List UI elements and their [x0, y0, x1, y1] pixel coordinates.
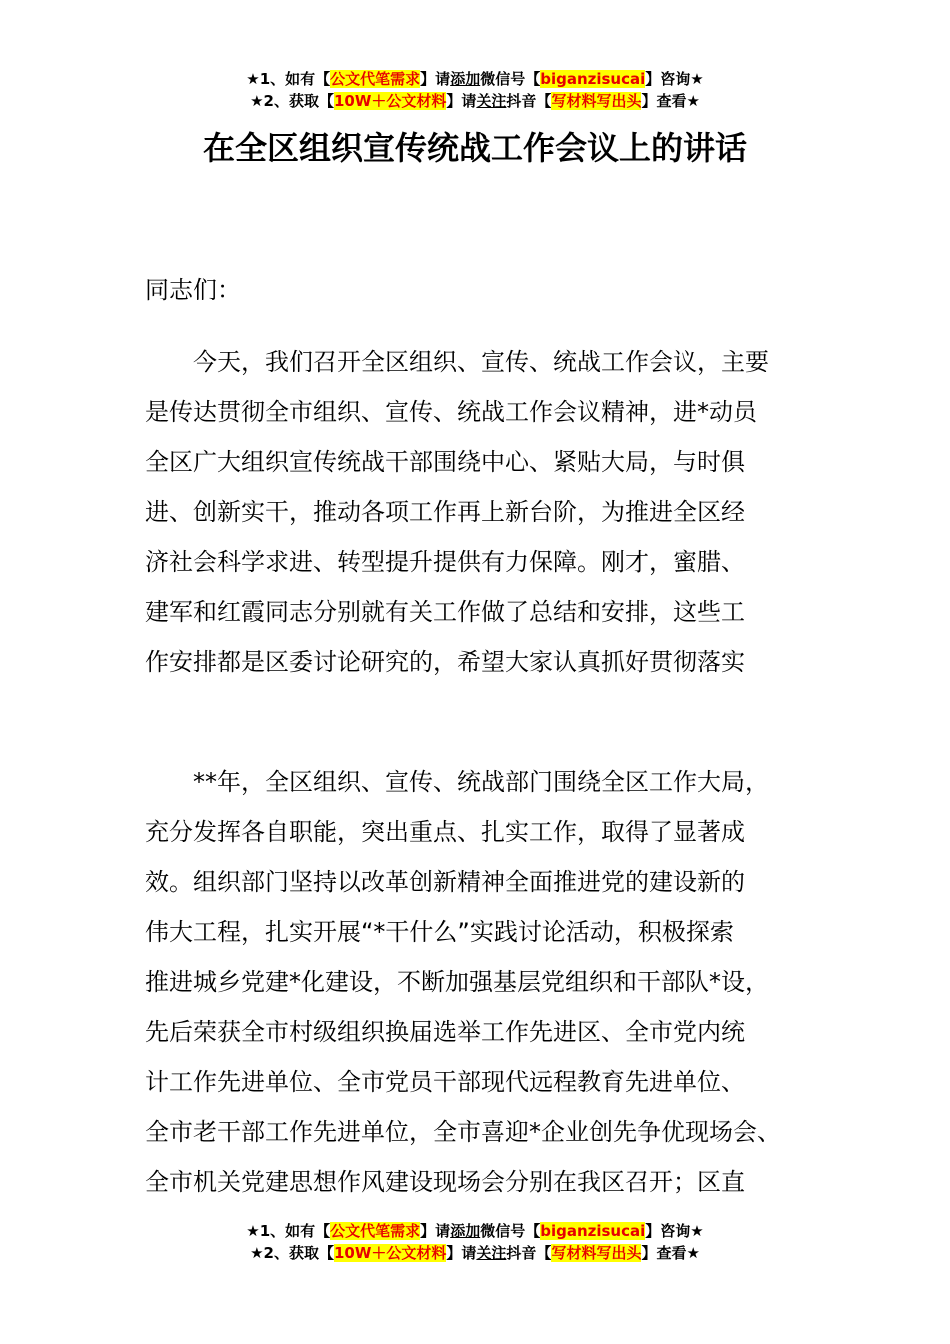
- promo-text: 】请: [446, 1244, 477, 1262]
- promo-text: 微信号【: [480, 70, 541, 88]
- promo-text: 】请: [420, 70, 451, 88]
- promo-highlight: 写材料写出头: [551, 92, 642, 110]
- paragraph-1: [145, 337, 825, 687]
- promo-text: 抖音【: [506, 92, 552, 110]
- salutation: [145, 265, 825, 315]
- text-line: 全市老干部工作先进单位，全市喜迎*企业创先争优现场会、: [145, 1118, 781, 1146]
- text-line: **年，全区组织、宣传、统战部门围绕全区工作大局，: [145, 768, 769, 796]
- text-line: 济社会科学求进、转型提升提供有力保障。刚才，蜜腊、: [145, 548, 745, 576]
- text-line: 全市机关党建思想作风建设现场会分别在我区召开；区直: [145, 1168, 745, 1196]
- promo-highlight: biganzisucai: [540, 1222, 646, 1240]
- promo-text: 抖音【: [506, 1244, 552, 1262]
- promo-highlight: 公文代笔需求: [330, 70, 421, 88]
- text-line: 推进城乡党建*化建设，不断加强基层党组织和干部队*设，: [145, 968, 769, 996]
- promo-underlined-text: 关注: [476, 92, 507, 110]
- text-line: 伟大工程，扎实开展“*干什么”实践讨论活动，积极探索: [145, 918, 734, 946]
- text-line: 全区广大组织宣传统战干部围绕中心、紧贴大局，与时俱: [145, 448, 745, 476]
- promo-underlined-text: 添加: [450, 70, 481, 88]
- promo-text: ★2、获取【: [250, 1244, 334, 1262]
- text-line: 进、创新实干，推动各项工作再上新台阶，为推进全区经: [145, 498, 745, 526]
- promo-underlined-text: 添加: [450, 1222, 481, 1240]
- promo-text: ★1、如有【: [246, 70, 331, 88]
- text-line: 作安排都是区委讨论研究的，希望大家认真抓好贯彻落实: [145, 648, 745, 676]
- promo-line-2: [0, 90, 950, 112]
- promo-highlight: 10W＋公文材料: [333, 1244, 447, 1262]
- text-line: 计工作先进单位、全市党员干部现代远程教育先进单位、: [145, 1068, 745, 1096]
- paragraph-2: [145, 757, 825, 1207]
- salutation-text: 同志们：: [145, 276, 241, 304]
- promo-underlined-text: 关注: [476, 1244, 507, 1262]
- promo-highlight: biganzisucai: [540, 70, 646, 88]
- footer-promo-banner: [0, 1220, 950, 1264]
- header-promo-banner: [0, 68, 950, 112]
- promo-line-2: [0, 1242, 950, 1264]
- promo-text: 】请: [446, 92, 477, 110]
- text-line: 充分发挥各自职能，突出重点、扎实工作，取得了显著成: [145, 818, 745, 846]
- text-line: 先后荣获全市村级组织换届选举工作先进区、全市党内统: [145, 1018, 745, 1046]
- promo-highlight: 公文代笔需求: [330, 1222, 421, 1240]
- promo-text: 】查看★: [641, 1244, 700, 1262]
- text-line: 效。组织部门坚持以改革创新精神全面推进党的建设新的: [145, 868, 745, 896]
- document-title: 在全区组织宣传统战工作会议上的讲话: [202, 129, 747, 167]
- promo-text: ★1、如有【: [246, 1222, 331, 1240]
- promo-text: 】咨询★: [645, 1222, 704, 1240]
- promo-highlight: 10W＋公文材料: [333, 92, 447, 110]
- promo-line-1: [0, 1220, 950, 1242]
- promo-text: ★2、获取【: [250, 92, 334, 110]
- promo-text: 】咨询★: [645, 70, 704, 88]
- promo-text: 微信号【: [480, 1222, 541, 1240]
- promo-text: 】查看★: [641, 92, 700, 110]
- promo-line-1: [0, 68, 950, 90]
- text-line: 建军和红霞同志分别就有关工作做了总结和安排，这些工: [145, 598, 745, 626]
- promo-highlight: 写材料写出头: [551, 1244, 642, 1262]
- text-line: 今天，我们召开全区组织、宣传、统战工作会议，主要: [145, 348, 769, 376]
- promo-text: 】请: [420, 1222, 451, 1240]
- text-line: 是传达贯彻全市组织、宣传、统战工作会议精神，进*动员: [145, 398, 757, 426]
